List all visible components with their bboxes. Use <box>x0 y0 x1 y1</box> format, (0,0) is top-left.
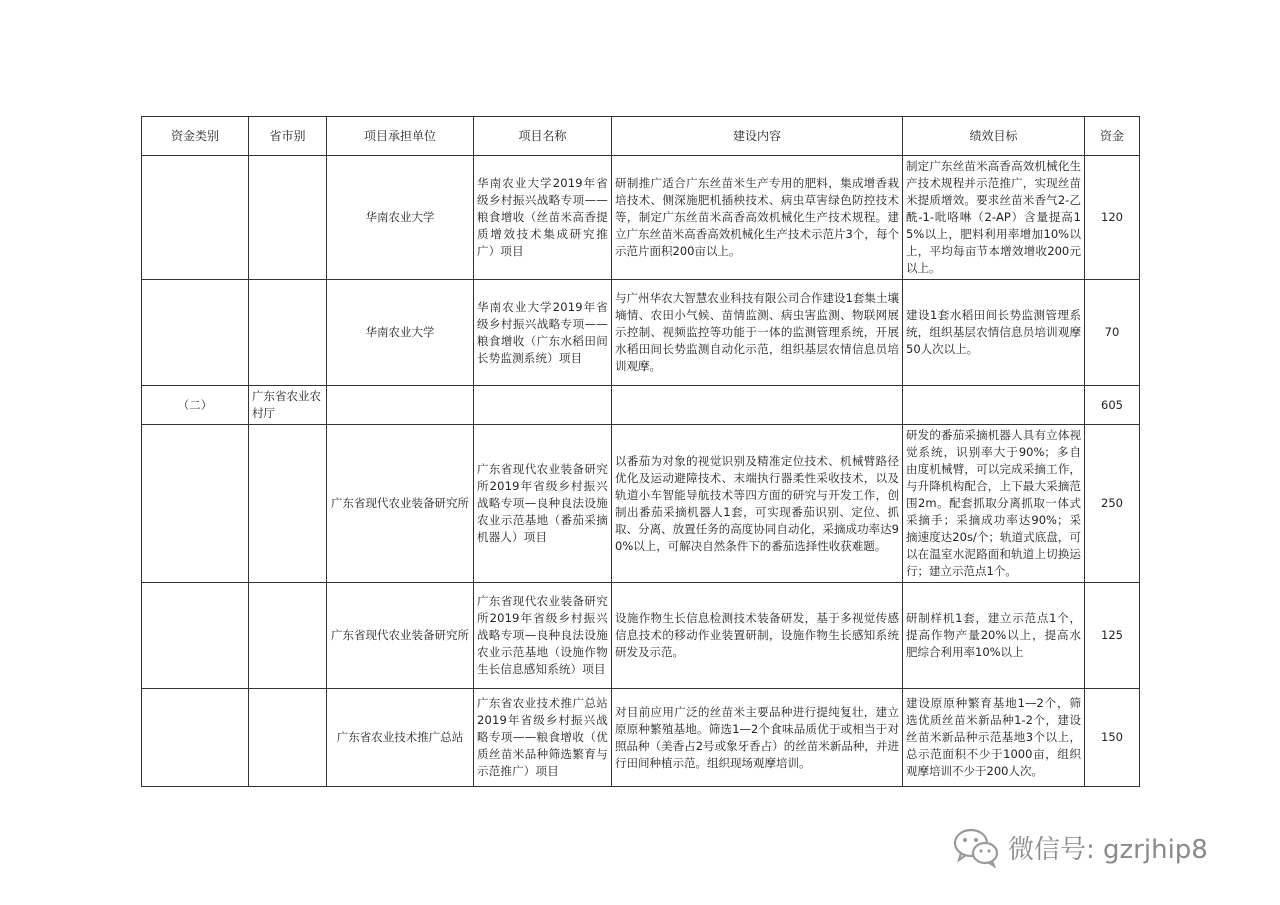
cell-province <box>249 280 327 386</box>
header-content: 建设内容 <box>612 117 903 156</box>
cell-category: （二） <box>142 386 249 425</box>
cell-amount: 605 <box>1085 386 1140 425</box>
cell-category <box>142 280 249 386</box>
cell-unit: 华南农业大学 <box>327 280 474 386</box>
cell-project-name: 广东省现代农业装备研究所2019年省级乡村振兴战略专项—良种良法设施农业示范基地（番茄采摘机器人）项目 <box>474 425 612 583</box>
header-category: 资金类别 <box>142 117 249 156</box>
cell-province <box>249 583 327 689</box>
cell-category <box>142 689 249 787</box>
cell-province <box>249 689 327 787</box>
cell-amount: 70 <box>1085 280 1140 386</box>
header-project-name: 项目名称 <box>474 117 612 156</box>
cell-unit: 广东省农业技术推广总站 <box>327 689 474 787</box>
cell-unit <box>327 386 474 425</box>
cell-unit: 广东省现代农业装备研究所 <box>327 583 474 689</box>
cell-category <box>142 583 249 689</box>
header-amount: 资金 <box>1085 117 1140 156</box>
cell-project-name <box>474 386 612 425</box>
table-row <box>142 689 1140 787</box>
cell-content: 与广州华农大智慧农业科技有限公司合作建设1套集土壤墒情、农田小气候、苗情监测、病虫害监测、物联网展示控制、视频监控等功能于一体的监测管理系统，开展水稻田间长势监测自动化示范，组织基层农情信息员培训观摩。 <box>612 280 903 386</box>
cell-goal: 建设原原种繁育基地1—2个，筛选优质丝苗米新品种1-2个，建设丝苗米新品种示范基地3个以上，总示范面积不少于1000亩，组织观摩培训不少于200人次。 <box>903 689 1085 787</box>
table-header-row <box>142 117 1140 156</box>
table-row <box>142 280 1140 386</box>
cell-content: 设施作物生长信息检测技术装备研发，基于多视觉传感信息技术的移动作业装置研制，设施作物生长感知系统研发及示范。 <box>612 583 903 689</box>
cell-project-name: 华南农业大学2019年省级乡村振兴战略专项——粮食增收（丝苗米高香提质增效技术集成研究推广）项目 <box>474 156 612 280</box>
cell-category <box>142 156 249 280</box>
cell-goal: 建设1套水稻田间长势监测管理系统，组织基层农情信息员培训观摩50人次以上。 <box>903 280 1085 386</box>
wechat-icon <box>952 826 1000 868</box>
cell-content: 对目前应用广泛的丝苗米主要品种进行提纯复壮，建立原原种繁殖基地。筛选1—2个食味品质优于或相当于对照品种（美香占2号或象牙香占）的丝苗米新品种，并进行田间种植示范。组织现场观摩培训。 <box>612 689 903 787</box>
table-row <box>142 156 1140 280</box>
cell-amount: 150 <box>1085 689 1140 787</box>
cell-content <box>612 386 903 425</box>
wechat-watermark <box>952 826 1208 868</box>
header-province: 省市别 <box>249 117 327 156</box>
table-row <box>142 425 1140 583</box>
cell-category <box>142 425 249 583</box>
table-row-section <box>142 386 1140 425</box>
cell-project-name: 广东省农业技术推广总站2019年省级乡村振兴战略专项——粮食增收（优质丝苗米品种筛选繁育与示范推广）项目 <box>474 689 612 787</box>
cell-project-name: 华南农业大学2019年省级乡村振兴战略专项——粮食增收（广东水稻田间长势监测系统）项目 <box>474 280 612 386</box>
cell-content: 以番茄为对象的视觉识别及精准定位技术、机械臂路径优化及运动避障技术、末端执行器柔性采收技术，以及轨道小车智能导航技术等四方面的研究与开发工作，创制出番茄采摘机器人1套，可实现番茄识别、定位、抓取、分离、放置任务的高度协同自动化，采摘成功率达90%以上，可解决自然条件下的番茄选择性收获难题。 <box>612 425 903 583</box>
watermark-text: 微信号: gzrjhip8 <box>1008 834 1208 865</box>
cell-province <box>249 425 327 583</box>
cell-province <box>249 156 327 280</box>
cell-content: 研制推广适合广东丝苗米生产专用的肥料，集成增香栽培技术、侧深施肥机插秧技术、病虫草害绿色防控技术等，制定广东丝苗米高香高效机械化生产技术规程。建立广东丝苗米高香高效机械化生产技术示范片3个，每个示范片面积200亩以上。 <box>612 156 903 280</box>
cell-goal: 研发的番茄采摘机器人具有立体视觉系统，识别率大于90%；多自由度机械臂，可以完成采摘工作，与升降机构配合，上下最大采摘范围2m。配套抓取分离抓取一体式采摘手；采摘成功率达90%；采摘速度达20s/个；轨道式底盘，可以在温室水泥路面和轨道上切换运行；建立示范点1个。 <box>903 425 1085 583</box>
cell-amount: 125 <box>1085 583 1140 689</box>
cell-amount: 120 <box>1085 156 1140 280</box>
cell-unit: 华南农业大学 <box>327 156 474 280</box>
header-unit: 项目承担单位 <box>327 117 474 156</box>
cell-project-name: 广东省现代农业装备研究所2019年省级乡村振兴战略专项—良种良法设施农业示范基地（设施作物生长信息感知系统）项目 <box>474 583 612 689</box>
cell-goal: 制定广东丝苗米高香高效机械化生产技术规程并示范推广，实现丝苗米提质增效。要求丝苗米香气2-乙酰-1-吡咯啉（2-AP）含量提高15%以上，肥料利用率增加10%以上，平均每亩节本增效增收200元以上。 <box>903 156 1085 280</box>
cell-goal: 研制样机1套，建立示范点1个，提高作物产量20%以上，提高水肥综合利用率10%以上 <box>903 583 1085 689</box>
cell-unit: 广东省现代农业装备研究所 <box>327 425 474 583</box>
cell-province: 广东省农业农村厅 <box>249 386 327 425</box>
cell-goal <box>903 386 1085 425</box>
header-goal: 绩效目标 <box>903 117 1085 156</box>
cell-amount: 250 <box>1085 425 1140 583</box>
funding-table <box>141 116 1140 787</box>
table-row <box>142 583 1140 689</box>
